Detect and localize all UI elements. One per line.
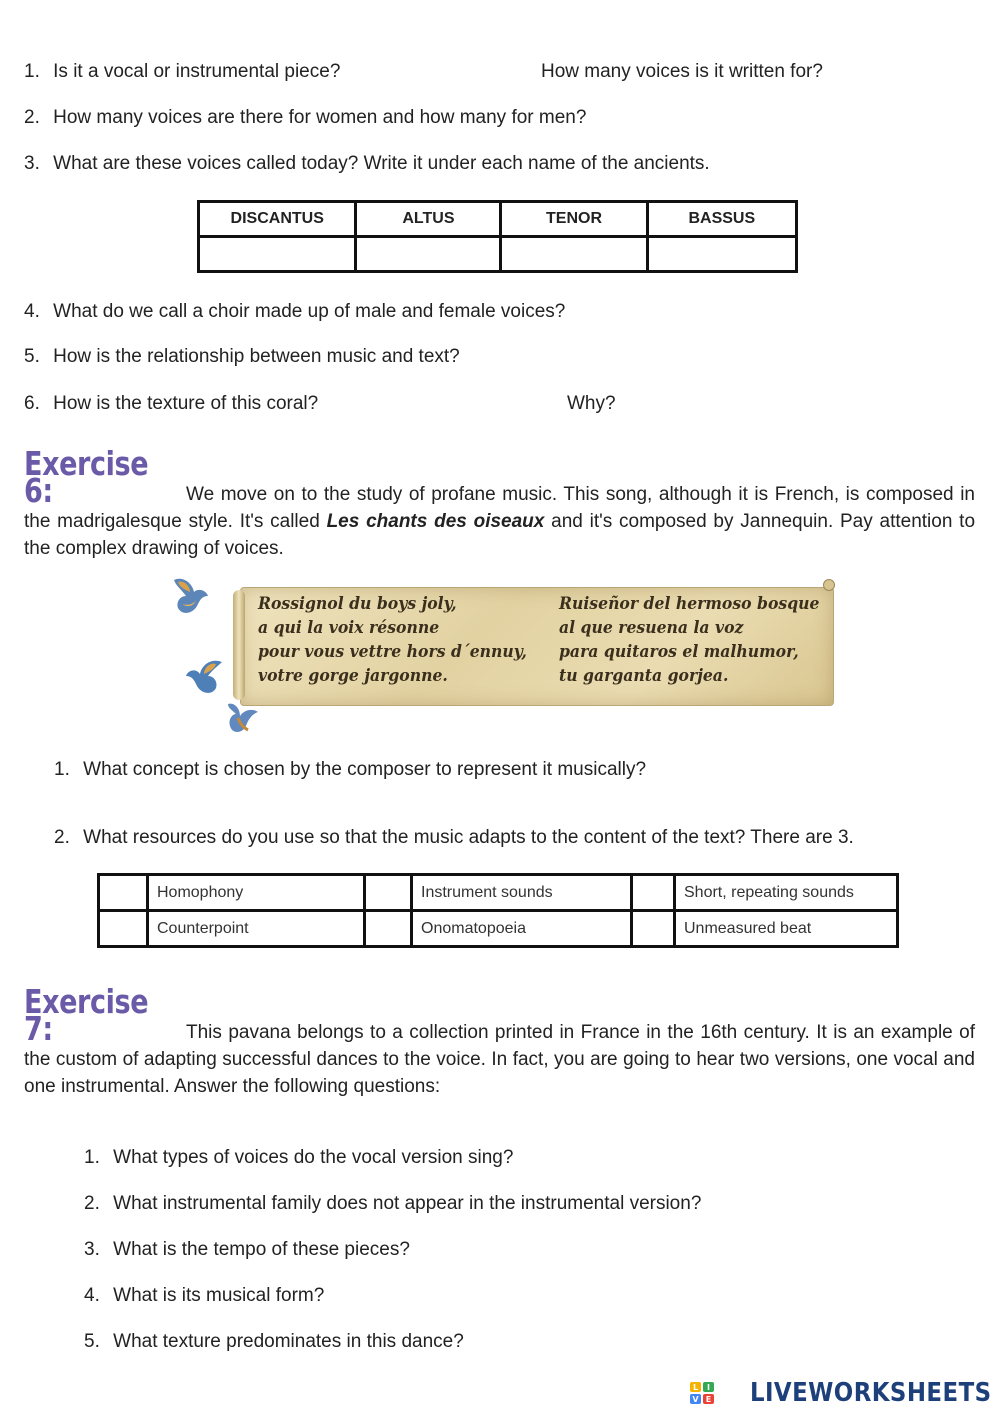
- resource-option: Onomatopoeia: [412, 911, 632, 947]
- table-row: [99, 875, 898, 911]
- poem-line: Rossignol du boys joly,: [258, 594, 457, 614]
- resource-checkbox[interactable]: [365, 875, 412, 911]
- resource-option: Homophony: [148, 875, 365, 911]
- voices-answer-cell[interactable]: [501, 237, 647, 272]
- question-text: What instrumental family does not appear in the instrumental version?: [113, 1193, 702, 1214]
- question-text: How is the texture of this coral?: [53, 393, 319, 414]
- voices-answer-input[interactable]: [200, 238, 358, 270]
- song-title: Les chants des oiseaux: [326, 511, 545, 532]
- bird-icon: [182, 654, 226, 700]
- question-number: 5.: [84, 1331, 100, 1352]
- question-number: 2.: [54, 827, 70, 848]
- voices-answer-cell[interactable]: [199, 237, 356, 272]
- question-number: 2.: [24, 107, 40, 128]
- poem-line: pour vous vettre hors d´ennuy,: [258, 642, 527, 662]
- question-5: [24, 345, 460, 369]
- exercise-7-question-4: [84, 1284, 324, 1308]
- resource-option: Instrument sounds: [412, 875, 632, 911]
- logo-grid-icon: [689, 1381, 715, 1405]
- logo-letter: V: [692, 1395, 700, 1404]
- resource-checkbox[interactable]: [365, 911, 412, 947]
- question-number: 1.: [24, 61, 40, 82]
- question-number: 3.: [84, 1239, 100, 1260]
- liveworksheets-logo[interactable]: [689, 1378, 992, 1408]
- question-number: 4.: [24, 301, 40, 322]
- question-text: What is the tempo of these pieces?: [113, 1239, 410, 1260]
- bird-icon: [168, 574, 212, 620]
- poem-french: [258, 592, 550, 688]
- exercise-6-text-before: We move on to the study of profane music. This song, although it is French, is composed in the madrigalesque style. It's called: [24, 484, 975, 532]
- voices-header-altus: ALTUS: [356, 202, 501, 237]
- resource-option: Unmeasured beat: [675, 911, 898, 947]
- question-text: What types of voices do the vocal version sing?: [113, 1147, 514, 1168]
- question-6: [24, 392, 318, 416]
- voices-header-tenor: TENOR: [501, 202, 647, 237]
- resource-checkbox[interactable]: [99, 911, 148, 947]
- voices-table: [197, 200, 798, 273]
- question-number: 6.: [24, 393, 40, 414]
- question-text: What is its musical form?: [113, 1285, 325, 1306]
- poem-line: al que resuena la voz: [559, 618, 744, 638]
- poem-line: tu garganta gorjea.: [559, 666, 729, 686]
- exercise-7-question-5: [84, 1330, 464, 1354]
- table-row: [99, 911, 898, 947]
- exercise-7-question-1: [84, 1146, 513, 1170]
- voices-answer-input[interactable]: [502, 238, 649, 270]
- question-number: 2.: [84, 1193, 100, 1214]
- exercise-7-title: Exercise 7:: [24, 982, 149, 1048]
- question-text: What texture predominates in this dance?: [113, 1331, 464, 1352]
- exercise-6-title: Exercise 6:: [24, 444, 149, 510]
- question-number: 1.: [54, 759, 70, 780]
- exercise-7-question-3: [84, 1238, 410, 1262]
- question-2: [24, 106, 586, 130]
- question-text: What concept is chosen by the composer to represent it musically?: [83, 759, 647, 780]
- question-text: What are these voices called today? Write it under each name of the ancients.: [53, 153, 710, 174]
- poem-line: Ruiseñor del hermoso bosque: [559, 594, 820, 614]
- poem-line: a qui la voix résonne: [258, 618, 440, 638]
- resource-option: Short, repeating sounds: [675, 875, 898, 911]
- bird-icon: [222, 700, 262, 736]
- scroll-knob: [823, 579, 835, 591]
- question-text: How is the relationship between music and text?: [53, 346, 460, 367]
- question-text: What do we call a choir made up of male and female voices?: [53, 301, 566, 322]
- exercise-7-text: This pavana belongs to a collection printed in France in the 16th century. It is an example of the custom of adapting successful dances to the voice. In fact, you are going to hear two versions, one vocal and one instrumental. Answer the following questions:: [24, 1022, 975, 1097]
- resource-checkbox[interactable]: [632, 911, 675, 947]
- exercise-7-intro: [24, 982, 975, 1100]
- logo-wordmark: LIVEWORKSHEETS: [750, 1378, 992, 1408]
- poem-spanish: [559, 592, 842, 688]
- question-number: 4.: [84, 1285, 100, 1306]
- question-1: [24, 60, 340, 84]
- logo-letter: E: [706, 1395, 712, 1404]
- question-text: What resources do you use so that the music adapts to the content of the text? There are 3.: [83, 827, 854, 848]
- logo-letter: I: [707, 1383, 711, 1392]
- question-1-second: How many voices is it written for?: [541, 61, 823, 82]
- voices-answer-cell[interactable]: [647, 237, 796, 272]
- poem-line: para quitaros el malhumor,: [559, 642, 799, 662]
- question-4: [24, 300, 565, 324]
- question-6-second: Why?: [567, 393, 616, 414]
- resources-table: [97, 873, 899, 948]
- question-3: [24, 152, 710, 176]
- voices-header-discantus: DISCANTUS: [199, 202, 356, 237]
- question-text: How many voices are there for women and how many for men?: [53, 107, 587, 128]
- resource-checkbox[interactable]: [99, 875, 148, 911]
- poem-line: votre gorge jargonne.: [258, 666, 448, 686]
- voices-header-bassus: BASSUS: [647, 202, 796, 237]
- question-number: 3.: [24, 153, 40, 174]
- exercise-6-question-1: [54, 758, 646, 782]
- voices-answer-input[interactable]: [357, 238, 503, 270]
- question-number: 5.: [24, 346, 40, 367]
- exercise-6-question-2: [54, 826, 854, 850]
- question-number: 1.: [84, 1147, 100, 1168]
- resource-option: Counterpoint: [148, 911, 365, 947]
- resource-checkbox[interactable]: [632, 875, 675, 911]
- voices-answer-input[interactable]: [649, 238, 799, 270]
- exercise-6-intro: [24, 444, 976, 562]
- scroll-roll: [233, 590, 245, 700]
- question-text: Is it a vocal or instrumental piece?: [53, 61, 341, 82]
- exercise-6-text-after: and it's composed by Jannequin. Pay attention to the complex drawing of voices.: [24, 511, 976, 559]
- logo-letter: L: [693, 1383, 699, 1392]
- exercise-7-question-2: [84, 1192, 701, 1216]
- voices-answer-cell[interactable]: [356, 237, 501, 272]
